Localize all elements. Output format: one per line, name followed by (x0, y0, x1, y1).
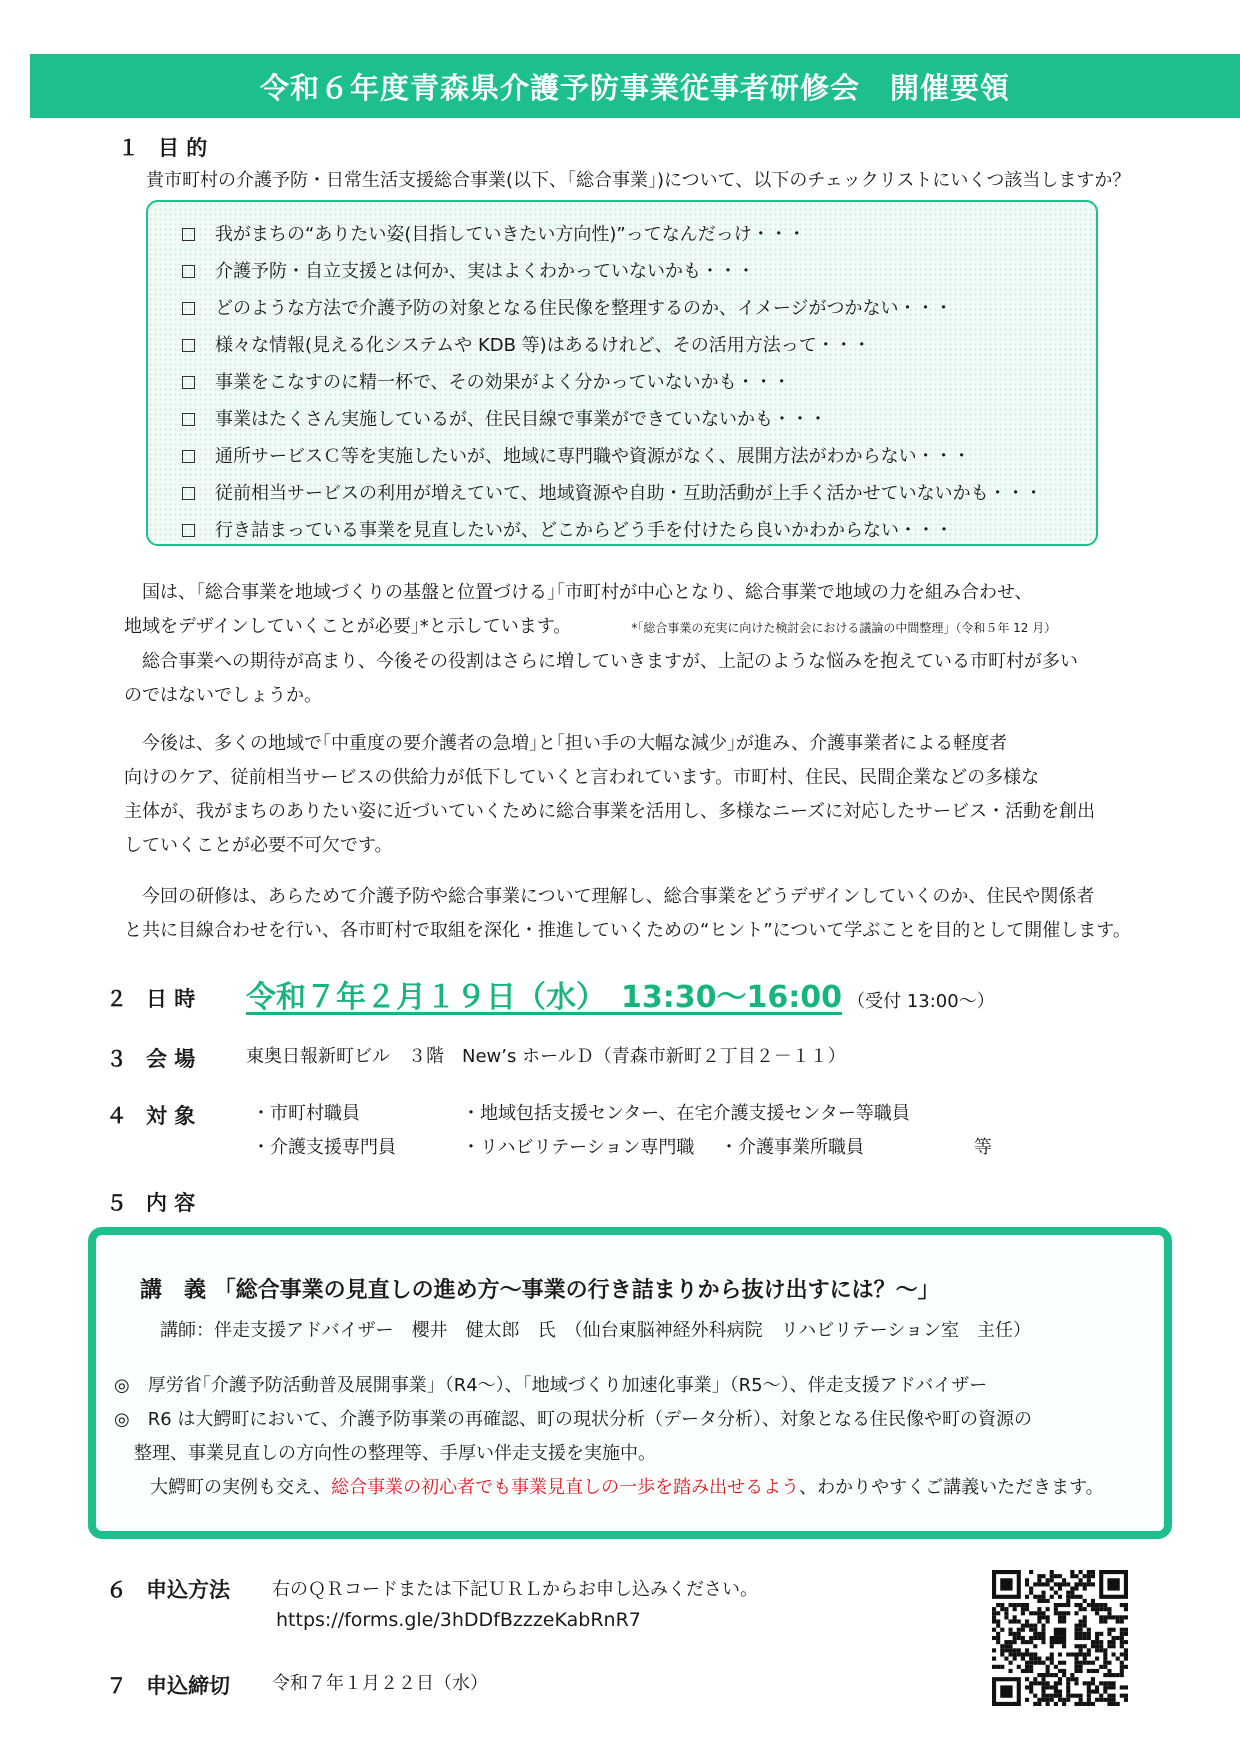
application-url-link[interactable]: https://forms.gle/3hDDfBzzzeKabRnR7 (276, 1609, 641, 1631)
target-item: 等 (974, 1137, 992, 1158)
target-item: ・介護事業所職員 (720, 1137, 864, 1158)
checkbox-icon (182, 413, 195, 426)
section-title: 会 場 (146, 1047, 196, 1071)
target-item: ・リハビリテーション専門職 (462, 1137, 695, 1158)
reception-time: （受付 13:00～） (847, 991, 995, 1012)
target-row (252, 1097, 992, 1131)
paragraph-line: と共に目線合わせを行い、各市町村で取組を深化・推進していくための“ヒント”について学ぶことを目的として開催します。 (124, 920, 1131, 941)
checklist-text: 事業をこなすのに精一杯で、その効果がよく分かっていないかも・・・ (215, 372, 791, 393)
paragraph-line: 総合事業への期待が高まり、今後その役割はさらに増していきますが、上記のような悩みを抱えている市町村が多い (124, 651, 1078, 672)
lecture-box (88, 1227, 1172, 1539)
checklist-item (182, 475, 1096, 512)
checklist-item (182, 512, 1096, 549)
lecture-closing (114, 1471, 1104, 1505)
section-schedule-heading (106, 983, 195, 1013)
lecture-bullet: ◎ 厚労省｢介護予防活動普及展開事業」（R4～）、｢地域づくり加速化事業」（R5～）、伴走支援アドバイザー (114, 1375, 988, 1396)
section-venue-heading (106, 1043, 195, 1073)
section-target-heading (106, 1100, 195, 1130)
checkbox-icon (182, 265, 195, 278)
paragraph-line: 主体が、我がまちのありたい姿に近づいていくために総合事業を活用し、多様なニーズに対応したサービス・活動を創出 (124, 801, 1096, 822)
checklist-text: 通所サービスＣ等を実施したいが、地域に専門職や資源がなく、展開方法がわからない・・・ (215, 446, 971, 467)
section-number: ２ (106, 987, 127, 1011)
section-number: ７ (106, 1674, 127, 1698)
lecturer: 講師：伴走支援アドバイザー 櫻井 健太郎 氏 （仙台東脳神経外科病院 リハビリテーション室 主任） (160, 1320, 1032, 1341)
checklist-text: 我がまちの“ありたい姿(目指していきたい方向性)”ってなんだっけ・・・ (215, 224, 806, 245)
schedule-value (246, 972, 995, 1016)
lecture-notes (114, 1369, 1104, 1505)
lecture-bullet-continuation: 整理、事業見直しの方向性の整理等、手厚い伴走支援を実施中。 (134, 1443, 656, 1464)
checkbox-icon (182, 376, 195, 389)
checklist-item (182, 253, 1096, 290)
checklist-item (182, 364, 1096, 401)
closing-highlight: 総合事業の初心者でも事業見直しの一歩を踏み出せるよう (331, 1477, 800, 1498)
target-item: ・介護支援専門員 (252, 1137, 396, 1158)
checklist-item (182, 327, 1096, 364)
checklist-text: どのような方法で介護予防の対象となる住民像を整理するのか、イメージがつかない・・・ (215, 298, 953, 319)
checkbox-icon (182, 524, 195, 537)
closing-text: 、わかりやすくご講義いただきます。 (799, 1477, 1104, 1498)
checklist-item (182, 401, 1096, 438)
target-row (252, 1131, 992, 1165)
paragraph-line: のではないでしょうか。 (124, 685, 322, 706)
venue-text: 東奥日報新町ビル ３階 New’s ホールＤ（青森市新町２丁目２－１１） (246, 1046, 846, 1067)
target-item: ・地域包括支援センター、在宅介護支援センター等職員 (462, 1103, 910, 1124)
checkbox-icon (182, 450, 195, 463)
checkbox-icon (182, 302, 195, 315)
page-title: 令和６年度青森県介護予防事業従事者研修会 開催要領 (259, 70, 1010, 105)
checklist-text: 行き詰まっている事業を見直したいが、どこからどう手を付けたら良いかわからない・・・ (215, 520, 953, 541)
purpose-intro: 貴市町村の介護予防・日常生活支援総合事業(以下、｢総合事業｣)について、以下のチェックリストにいくつ該当しますか？ (146, 170, 1131, 191)
checklist-text: 様々な情報(見える化システムや KDB 等)はあるけれど、その活用方法って・・・ (215, 335, 871, 356)
checklist-text: 介護予防・自立支援とは何か、実はよくわかっていないかも・・・ (215, 261, 755, 282)
section-title: 申込方法 (146, 1578, 230, 1602)
target-list (252, 1097, 992, 1165)
paragraph-text: 地域をデザインしていくことが必要｣*と示しています。 (124, 616, 572, 637)
checklist-item (182, 438, 1096, 475)
section-title: 目 的 (158, 136, 208, 160)
paragraph-line: 今後は、多くの地域で｢中重度の要介護者の急増｣と｢担い手の大幅な減少｣が進み、介護事業者による軽度者 (124, 733, 1008, 754)
purpose-paragraph-1 (124, 576, 1078, 713)
application-text: 右のＱＲコードまたは下記ＵＲＬからお申し込みください。 (272, 1579, 758, 1600)
section-title: 対 象 (146, 1104, 196, 1128)
paragraph-line: 国は、｢総合事業を地域づくりの基盤と位置づける｣｢市町村が中心となり、総合事業で地域の力を組み合わせ、 (124, 582, 1033, 603)
checkbox-icon (182, 339, 195, 352)
lecture-bullet: ◎ R6 は大鰐町において、介護予防事業の再確認、町の現状分析（データ分析）、対象となる住民像や町の資源の (114, 1409, 1033, 1430)
section-content-heading (106, 1187, 195, 1217)
paragraph-line: 向けのケア、従前相当サービスの供給力が低下していくと言われています。市町村、住民、民間企業などの多様な (124, 767, 1040, 788)
checklist-panel (146, 200, 1098, 546)
page-title-banner (30, 54, 1240, 118)
section-number: ４ (106, 1104, 127, 1128)
checkbox-icon (182, 228, 195, 241)
paragraph-line: 今回の研修は、あらためて介護予防や総合事業について理解し、総合事業をどうデザインしていくのか、住民や関係者 (124, 886, 1095, 907)
deadline-text: 令和７年１月２２日（水） (272, 1673, 488, 1694)
checklist-item (182, 216, 1096, 253)
checkbox-icon (182, 487, 195, 500)
checklist-text: 従前相当サービスの利用が増えていて、地域資源や自助・互助活動が上手く活かせていないかも・・・ (215, 483, 1043, 504)
section-deadline-heading (106, 1670, 230, 1700)
event-date: 令和７年２月１９日（水） 13:30～16:00 (246, 980, 842, 1015)
closing-text: 大鰐町の実例も交え、 (150, 1477, 332, 1498)
section-title: 日 時 (146, 987, 196, 1011)
section-title: 内 容 (146, 1191, 196, 1215)
target-item: ・市町村職員 (252, 1103, 360, 1124)
checklist-item (182, 290, 1096, 327)
section-number: ３ (106, 1047, 127, 1071)
section-title: 申込締切 (146, 1674, 230, 1698)
paragraph-line (124, 610, 1078, 645)
section-number: １ (118, 136, 139, 160)
section-purpose-heading (118, 132, 207, 162)
paragraph-line: していくことが必要不可欠です。 (124, 835, 393, 856)
purpose-paragraph-4 (124, 880, 1131, 948)
qr-code-icon[interactable] (992, 1570, 1128, 1706)
checklist (182, 216, 1096, 549)
lecture-title: 講 義 「総合事業の見直しの進め方～事業の行き詰まりから抜け出すには？～」 (140, 1278, 940, 1303)
purpose-paragraph-3 (124, 727, 1095, 863)
checklist-text: 事業はたくさん実施しているが、住民目線で事業ができていないかも・・・ (215, 409, 827, 430)
section-application-heading (106, 1574, 230, 1604)
footnote: *｢総合事業の充実に向けた検討会における議論の中間整理｣（令和５年 12 月） (631, 621, 1057, 635)
section-number: ５ (106, 1191, 127, 1215)
section-number: ６ (106, 1578, 127, 1602)
